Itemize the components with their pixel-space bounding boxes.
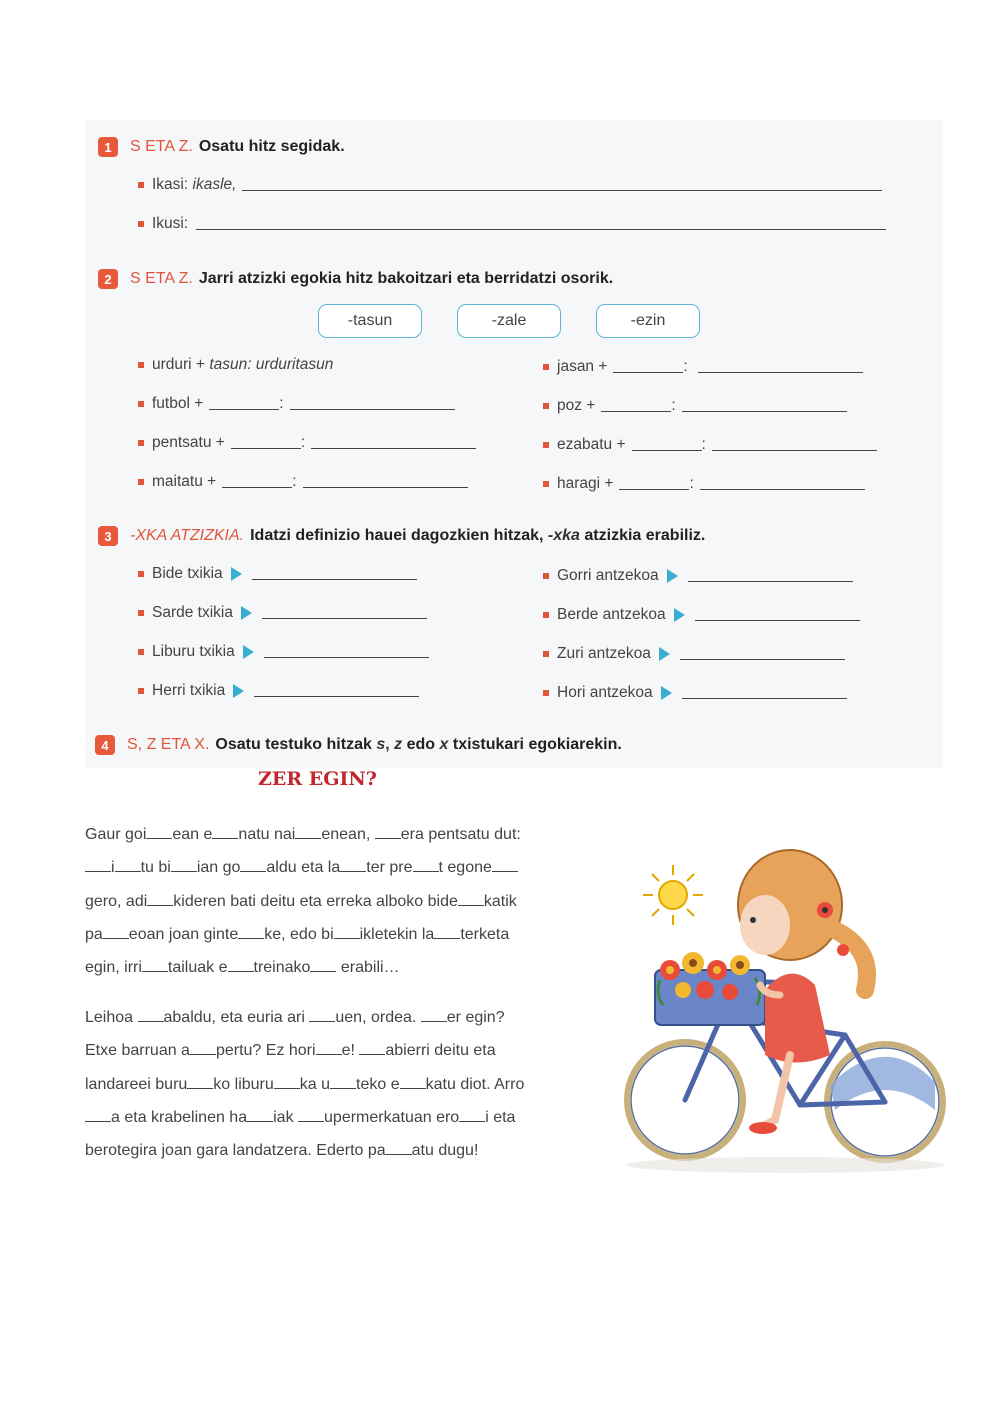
story-text: katu diot. Arro xyxy=(425,1075,525,1093)
answer-line[interactable] xyxy=(254,695,419,697)
ex2-example: urduri + tasun: urduritasun xyxy=(138,356,333,374)
suffix-blank[interactable] xyxy=(209,408,279,410)
story-text: t egone xyxy=(438,859,492,877)
story-text: treinako xyxy=(253,959,311,977)
exercise-2-heading xyxy=(98,269,613,289)
bullet-icon xyxy=(543,612,549,618)
suffix-chip: -zale xyxy=(457,304,561,338)
story-text: a eta krabelinen ha xyxy=(111,1108,248,1126)
suffix-blank[interactable] xyxy=(601,410,671,412)
answer-line[interactable] xyxy=(290,408,455,410)
arrow-right-icon xyxy=(667,569,678,583)
story-text: era pentsatu dut: xyxy=(400,826,521,843)
story-text: uen, ordea. xyxy=(335,1009,421,1026)
story-title: ZER EGIN? xyxy=(258,768,377,790)
story-text: erabili… xyxy=(336,959,400,977)
story-line xyxy=(85,1134,595,1167)
bullet-icon xyxy=(138,362,144,368)
story-text: tu bi xyxy=(140,859,171,877)
letter-blank[interactable] xyxy=(146,824,172,839)
letter-blank[interactable] xyxy=(413,857,439,872)
story-text: Leihoa xyxy=(85,1009,138,1026)
letter-blank[interactable] xyxy=(142,957,168,972)
answer-line[interactable] xyxy=(264,656,429,658)
answer-line[interactable] xyxy=(700,488,865,490)
letter-blank[interactable] xyxy=(492,857,518,872)
suffix-blank[interactable] xyxy=(619,488,689,490)
letter-blank[interactable] xyxy=(274,1074,300,1089)
bullet-icon xyxy=(543,364,549,370)
exercise-number: 3 xyxy=(98,526,118,546)
bullet-icon xyxy=(138,610,144,616)
story-text: ter pre xyxy=(366,859,413,877)
bullet-icon xyxy=(138,479,144,485)
exercise-tag: S ETA Z. xyxy=(130,138,193,155)
story-text: ka u xyxy=(299,1075,331,1093)
ex2-item: jasan + : xyxy=(543,358,863,376)
story-text: egin, irri xyxy=(85,959,142,977)
story-text: berotegira joan gara landatzera. Ederto pa xyxy=(85,1142,386,1160)
story-line xyxy=(85,918,595,951)
bullet-icon xyxy=(138,401,144,407)
letter-blank[interactable] xyxy=(400,1074,426,1089)
story-text: er egin? xyxy=(446,1009,505,1026)
answer-line[interactable] xyxy=(688,580,853,582)
ex3-item: Zuri antzekoa xyxy=(543,645,845,663)
exercise-instruction: Osatu hitz segidak. xyxy=(198,138,345,155)
letter-blank[interactable] xyxy=(85,1107,111,1122)
letter-blank[interactable] xyxy=(330,1074,356,1089)
answer-line[interactable] xyxy=(695,619,860,621)
ex2-item: maitatu + : xyxy=(138,473,468,491)
letter-blank[interactable] xyxy=(238,924,264,939)
suffix-blank[interactable] xyxy=(222,486,292,488)
ex3-item: Bide txikia xyxy=(138,565,417,583)
suffix-blank[interactable] xyxy=(231,447,301,449)
story-text: terketa xyxy=(460,925,510,943)
ex3-item: Sarde txikia xyxy=(138,604,427,622)
letter-blank[interactable] xyxy=(171,857,197,872)
story-text: tailuak e xyxy=(167,959,228,977)
letter-blank[interactable] xyxy=(138,1007,164,1022)
suffix-chip: -ezin xyxy=(596,304,700,338)
letter-blank[interactable] xyxy=(228,957,254,972)
bullet-icon xyxy=(543,651,549,657)
letter-blank[interactable] xyxy=(386,1140,412,1155)
letter-blank[interactable] xyxy=(212,824,238,839)
story-text: atu dugu! xyxy=(411,1142,479,1160)
suffix-blank[interactable] xyxy=(632,449,702,451)
story-text: iak xyxy=(273,1108,299,1126)
answer-line[interactable] xyxy=(680,658,845,660)
story-paragraph-1 xyxy=(85,818,595,984)
bullet-icon xyxy=(138,688,144,694)
ex1-item: Ikusi: xyxy=(138,215,886,233)
arrow-right-icon xyxy=(233,684,244,698)
exercise-tag: S ETA Z. xyxy=(130,270,193,287)
story-text: katik xyxy=(483,892,517,910)
story-text: e! xyxy=(341,1042,360,1060)
story-line xyxy=(85,951,595,984)
ex1-item: Ikasi: ikasle, xyxy=(138,176,882,194)
story-text: ean e xyxy=(172,826,213,843)
answer-line[interactable] xyxy=(303,486,468,488)
exercise-instruction: Jarri atzizki egokia hitz bakoitzari eta berridatzi osorik. xyxy=(198,270,614,287)
story-text: aldu eta la xyxy=(266,859,341,877)
letter-blank[interactable] xyxy=(340,857,366,872)
story-text: abierri deitu eta xyxy=(385,1042,496,1060)
story-text: Gaur goi xyxy=(85,826,147,843)
exercise-tag: S, Z ETA X. xyxy=(127,736,210,753)
story-text: i eta xyxy=(485,1108,516,1126)
answer-line[interactable] xyxy=(682,697,847,699)
sun-icon xyxy=(643,865,703,925)
letter-blank[interactable] xyxy=(298,1107,324,1122)
story-text: gero, adi xyxy=(85,892,148,910)
exercise-instruction: Idatzi definizio hauei dagozkien hitzak, xyxy=(250,527,544,544)
bullet-icon xyxy=(543,573,549,579)
bullet-icon xyxy=(138,182,144,188)
story-text: kideren bati deitu eta erreka alboko bide xyxy=(173,892,458,910)
letter-blank[interactable] xyxy=(375,824,401,839)
answer-line[interactable] xyxy=(262,617,427,619)
story-text: ke, edo bi xyxy=(264,925,334,943)
ex2-item: futbol + : xyxy=(138,395,455,413)
ex3-item: Berde antzekoa xyxy=(543,606,860,624)
exercise-1-heading xyxy=(98,137,345,157)
letter-blank[interactable] xyxy=(334,924,360,939)
bullet-icon xyxy=(543,403,549,409)
answer-line[interactable] xyxy=(311,447,476,449)
story-text: landareei buru xyxy=(85,1075,188,1093)
arrow-right-icon xyxy=(241,606,252,620)
answer-line[interactable] xyxy=(196,228,886,230)
exercise-3-heading: 3 -XKA ATZIZKIA. Idatzi definizio hauei dagozkien hitzak, -xka atzizkia erabiliz. xyxy=(98,526,705,546)
ex2-item: haragi + : xyxy=(543,475,865,493)
story-text: eoan joan ginte xyxy=(128,925,239,943)
bullet-icon xyxy=(138,571,144,577)
story-text: Etxe barruan a xyxy=(85,1042,190,1060)
letter-blank[interactable] xyxy=(103,924,129,939)
letter-blank[interactable] xyxy=(187,1074,213,1089)
arrow-right-icon xyxy=(231,567,242,581)
story-line xyxy=(85,818,595,851)
letter-blank[interactable] xyxy=(316,1040,342,1055)
story-text: i xyxy=(111,859,115,877)
answer-line[interactable] xyxy=(698,371,863,373)
letter-blank[interactable] xyxy=(115,857,141,872)
letter-blank[interactable] xyxy=(458,891,484,906)
ex2-item: poz + : xyxy=(543,397,847,415)
letter-blank[interactable] xyxy=(434,924,460,939)
letter-blank[interactable] xyxy=(459,1107,485,1122)
letter-blank[interactable] xyxy=(147,891,173,906)
letter-blank[interactable] xyxy=(190,1040,216,1055)
story-line xyxy=(85,1034,595,1067)
bullet-icon xyxy=(543,481,549,487)
ex2-item: ezabatu + : xyxy=(543,436,877,454)
answer-line[interactable] xyxy=(682,410,847,412)
exercise-4-heading: 4 S, Z ETA X. Osatu testuko hitzak s , z edo x txistukari egokiarekin. xyxy=(95,735,622,755)
story-text: upermerkatuan ero xyxy=(324,1108,460,1126)
ex3-item: Liburu txikia xyxy=(138,643,429,661)
girl-on-bicycle-illustration xyxy=(615,820,965,1180)
letter-blank[interactable] xyxy=(247,1107,273,1122)
story-line xyxy=(85,1001,595,1034)
suffix-blank[interactable] xyxy=(613,371,683,373)
exercise-instruction: Osatu testuko hitzak xyxy=(215,736,372,753)
letter-blank[interactable] xyxy=(240,857,266,872)
answer-line[interactable] xyxy=(242,189,882,191)
ex2-item: pentsatu + : xyxy=(138,434,476,452)
letter-blank[interactable] xyxy=(310,957,336,972)
answer-line[interactable] xyxy=(252,578,417,580)
exercise-number: 4 xyxy=(95,735,115,755)
letter-blank[interactable] xyxy=(309,1007,335,1022)
ex3-item: Hori antzekoa xyxy=(543,684,847,702)
exercise-number: 2 xyxy=(98,269,118,289)
answer-line[interactable] xyxy=(712,449,877,451)
arrow-right-icon xyxy=(659,647,670,661)
story-text: teko e xyxy=(356,1075,400,1093)
story-line xyxy=(85,885,595,918)
exercise-tag: -XKA ATZIZKIA. xyxy=(130,527,245,544)
ex3-item: Herri txikia xyxy=(138,682,419,700)
bullet-icon xyxy=(138,440,144,446)
story-text: natu nai xyxy=(238,826,296,843)
story-text: pa xyxy=(85,925,103,943)
bullet-icon xyxy=(138,649,144,655)
story-line xyxy=(85,1068,595,1101)
letter-blank[interactable] xyxy=(85,857,111,872)
ex3-item: Gorri antzekoa xyxy=(543,567,853,585)
story-paragraph-2 xyxy=(85,1001,595,1167)
arrow-right-icon xyxy=(661,686,672,700)
story-line xyxy=(85,851,595,884)
letter-blank[interactable] xyxy=(421,1007,447,1022)
exercise-number: 1 xyxy=(98,137,118,157)
bullet-icon xyxy=(543,690,549,696)
bullet-icon xyxy=(138,221,144,227)
arrow-right-icon xyxy=(243,645,254,659)
story-text: pertu? Ez hori xyxy=(215,1042,316,1060)
story-text: ko liburu xyxy=(213,1075,274,1093)
letter-blank[interactable] xyxy=(295,824,321,839)
story-line xyxy=(85,1101,595,1134)
suffix-chip: -tasun xyxy=(318,304,422,338)
bullet-icon xyxy=(543,442,549,448)
flower-basket xyxy=(655,952,765,1025)
arrow-right-icon xyxy=(674,608,685,622)
story-text: enean, xyxy=(321,826,375,843)
story-text: ikletekin la xyxy=(359,925,435,943)
story-text: abaldu, eta euria ari xyxy=(163,1009,310,1026)
story-text: ian go xyxy=(196,859,241,877)
letter-blank[interactable] xyxy=(359,1040,385,1055)
